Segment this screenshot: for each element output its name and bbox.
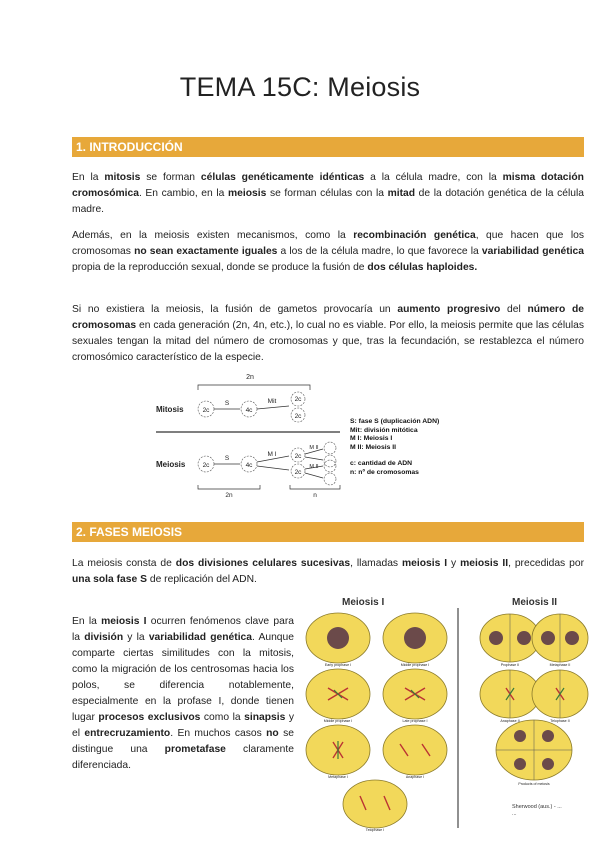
meiosis-label: Meiosis (156, 460, 186, 469)
phase-label: Prophase II (500, 663, 520, 667)
bold-text-run: meiosis I (101, 616, 147, 627)
bold-text-run: meiosis II (460, 558, 509, 569)
section-header-fases-meiosis: 2. FASES MEIOSIS (72, 522, 584, 542)
text-run: y el (72, 712, 295, 739)
mitosis-2c-start: 2c (202, 407, 210, 414)
intro-paragraph-3 (72, 302, 584, 366)
legend-line: M II: Meiosis II (350, 443, 397, 451)
text-run: del (500, 304, 528, 315)
bold-text-run: recombinación genética (353, 230, 476, 241)
legend-line: c: cantidad de ADN (350, 460, 413, 467)
text-run: en cada generación (2n, 4n, etc.), lo cual no es viable. Por ello, la meiosis permite que las células sexuales tengan la mitad del número de cromosomas y que, tras la fecundación, se restablezca el número cromosómico característico de la especie. (72, 320, 584, 363)
bold-text-run: una sola fase S (72, 574, 147, 585)
text-run: y (447, 558, 461, 569)
meiosis-phases-illustration (300, 596, 590, 836)
text-run: . En muchos casos (170, 728, 267, 739)
legend-line: Mit: división mitótica (350, 426, 418, 434)
text-run: como la (200, 712, 245, 723)
bold-text-run: variabilidad genética (481, 246, 585, 257)
text-run: . En cambio, en la (138, 188, 228, 199)
figure-footnote: Sherwood (aus.) - ... ... (512, 804, 562, 817)
meiosis-mii-label-b: M II (309, 464, 319, 470)
bold-text-run: dos células haploides. (367, 262, 478, 273)
mitosis-label: Mitosis (156, 405, 184, 414)
legend-line: n: nº de cromosomas (350, 468, 419, 476)
phase-label: Telophase II (550, 719, 570, 723)
section-header-introduccion: 1. INTRODUCCIÓN (72, 137, 584, 157)
bold-text-run: células genéticamente idénticas (200, 172, 365, 183)
mitosis-mit-label: Mit (267, 398, 277, 405)
text-run: de replicación del ADN. (146, 574, 257, 585)
bold-text-run: mitad (387, 188, 416, 199)
text-run: , que hacen que los cromosomas (72, 230, 584, 257)
phase-label: Metaphase I (328, 775, 348, 779)
bold-text-run: aumento progresivo (397, 304, 501, 315)
text-run: Si no existiera la meiosis, la fusión de gametos provocaría un (72, 304, 398, 315)
bold-text-run: prometafase (164, 744, 226, 755)
mitosis-2c-a: 2c (294, 396, 302, 403)
intro-paragraph-1 (72, 170, 584, 218)
mitosis-2c-b: 2c (294, 413, 302, 420)
page-title: TEMA 15C: Meiosis (179, 72, 421, 102)
text-run: ocurren fenómenos clave para la (72, 616, 294, 643)
legend-line: M I: Meiosis I (350, 435, 393, 442)
meiosis-i-title: Meiosis I (342, 597, 385, 608)
text-run: se forman (140, 172, 201, 183)
text-run: de la dotación genética de la célula madre. (72, 188, 584, 215)
bold-text-run: variabilidad genética (148, 632, 253, 643)
text-run: claramente diferenciada. (72, 744, 294, 771)
meiosis-s-label: S (224, 455, 230, 462)
meiosis-mi-label: M I (267, 451, 277, 458)
meiosis-2c-b: 2c (294, 469, 302, 476)
intro-paragraph-2 (72, 228, 584, 276)
phase-label: Metaphase II (549, 663, 571, 667)
bold-text-run: no sean exactamente iguales (134, 246, 278, 257)
phase-label: Anaphase II (500, 719, 520, 723)
text-run: y la (123, 632, 149, 643)
top-2n-label: 2n (246, 374, 254, 381)
text-run: a los de la célula madre, lo que favorece la (277, 246, 482, 257)
text-run: Además, en la meiosis existen mecanismos, como la (72, 230, 354, 241)
phase-label: Early prophase I (324, 663, 352, 667)
bold-text-run: meiosis (227, 188, 267, 199)
bold-text-run: número de cromosomas (72, 304, 584, 331)
phase-label: Middle prophase I (400, 663, 430, 667)
text-run: La meiosis consta de (72, 558, 176, 569)
text-run: se distingue una (72, 728, 294, 755)
bottom-n-label: n (313, 492, 317, 499)
bold-text-run: misma dotación cromosómica (72, 172, 584, 199)
text-run: , llamadas (350, 558, 402, 569)
mitosis-4c: 4c (245, 407, 253, 414)
bold-text-run: mitosis (104, 172, 141, 183)
bold-text-run: dos divisiones celulares sucesivas (175, 558, 351, 569)
bold-text-run: entrecruzamiento (84, 728, 171, 739)
phase-label: Late prophase I (402, 719, 428, 723)
meiosis-2c-start: 2c (202, 462, 210, 469)
phase-label: Products of meiosis (518, 782, 550, 786)
fases-paragraph-2 (72, 614, 294, 774)
bottom-2n-label: 2n (225, 492, 233, 499)
diagram-legend (350, 418, 439, 477)
meiosis-2c-a: 2c (294, 453, 302, 460)
bold-text-run: procesos exclusivos (98, 712, 201, 723)
mitosis-s-label: S (224, 400, 230, 407)
meiosis-4c: 4c (245, 462, 253, 469)
text-run: . Aunque comparte ciertas similitudes con la mitosis, como la migración de los centrosomas hacia los polos, se diferencia notablemente, especialmente en la profase I, donde tienen lugar (72, 632, 294, 723)
meiosis-mii-label-a: M II (309, 445, 319, 451)
bold-text-run: división (84, 632, 124, 643)
text-run: , precedidas por (508, 558, 584, 569)
text-run: se forman células con la (266, 188, 388, 199)
meiosis-ii-title: Meiosis II (512, 597, 558, 608)
bold-text-run: no (266, 728, 279, 739)
phase-label: Middle prophase I (323, 719, 353, 723)
bold-text-run: meiosis I (401, 558, 448, 569)
bold-text-run: sinapsis (244, 712, 286, 723)
phase-label: Anaphase I (405, 775, 425, 779)
text-run: En la (72, 172, 105, 183)
phase-label: Telophase I (365, 828, 385, 832)
legend-line: S: fase S (duplicación ADN) (350, 418, 440, 425)
fases-paragraph-1 (72, 556, 584, 588)
text-run: a la célula madre, con la (364, 172, 503, 183)
text-run: propia de la reproducción sexual, donde se produce la fusión de (72, 262, 368, 273)
text-run: En la (72, 616, 102, 627)
